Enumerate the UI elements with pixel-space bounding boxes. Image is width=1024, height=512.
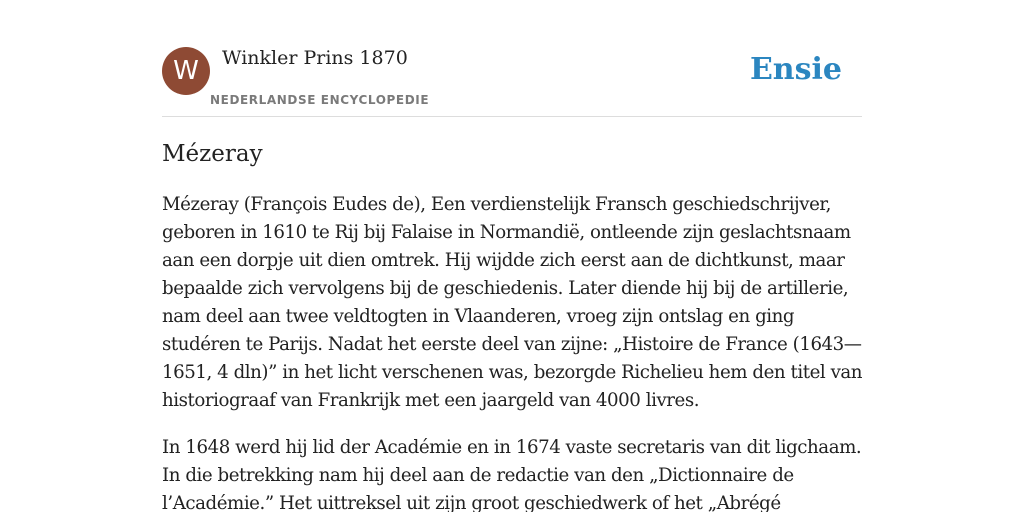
source-title[interactable]: Winkler Prins 1870: [222, 47, 408, 69]
article-paragraph-2: In 1648 werd hij lid der Académie en in 1674 vaste secretaris van dit ligchaam. In die betrekking nam hij deel aan de redactie van den „Dictionnaire de l’Académie.” Het uittreksel uit zijn groot geschiedwerk of het „Abrégé: [162, 437, 862, 512]
source-subtitle: NEDERLANDSE ENCYCLOPEDIE: [210, 93, 430, 107]
source-avatar[interactable]: W: [162, 47, 210, 95]
article-paragraph-1: Mézeray (François Eudes de), Een verdienstelijk Fransch geschiedschrijver, geboren in 1610 te Rij bij Falaise in Normandië, ontleende zijn geslachtsnaam aan een dorpje uit dien omtrek. Hij wijdde zich eerst aan de dichtkunst, maar bepaalde zich vervolgens bij de geschiedenis. Later diende hij bij de artillerie, nam deel aan twee veldtogten in Vlaanderen, vroeg zijn ontslag en ging studéren te Parijs. Nadat het eerste deel van zijne: „Histoire de France (1643—1651, 4 dln)” in het licht verschenen was, bezorgde Richelieu hem den titel van historiograaf van Frankrijk met een jaargeld van 4000 livres.: [162, 194, 863, 411]
ensie-logo-link[interactable]: Ensie: [749, 52, 842, 87]
source-header: [162, 46, 862, 117]
article-content: [162, 139, 864, 512]
article-title: Mézeray: [162, 141, 263, 167]
